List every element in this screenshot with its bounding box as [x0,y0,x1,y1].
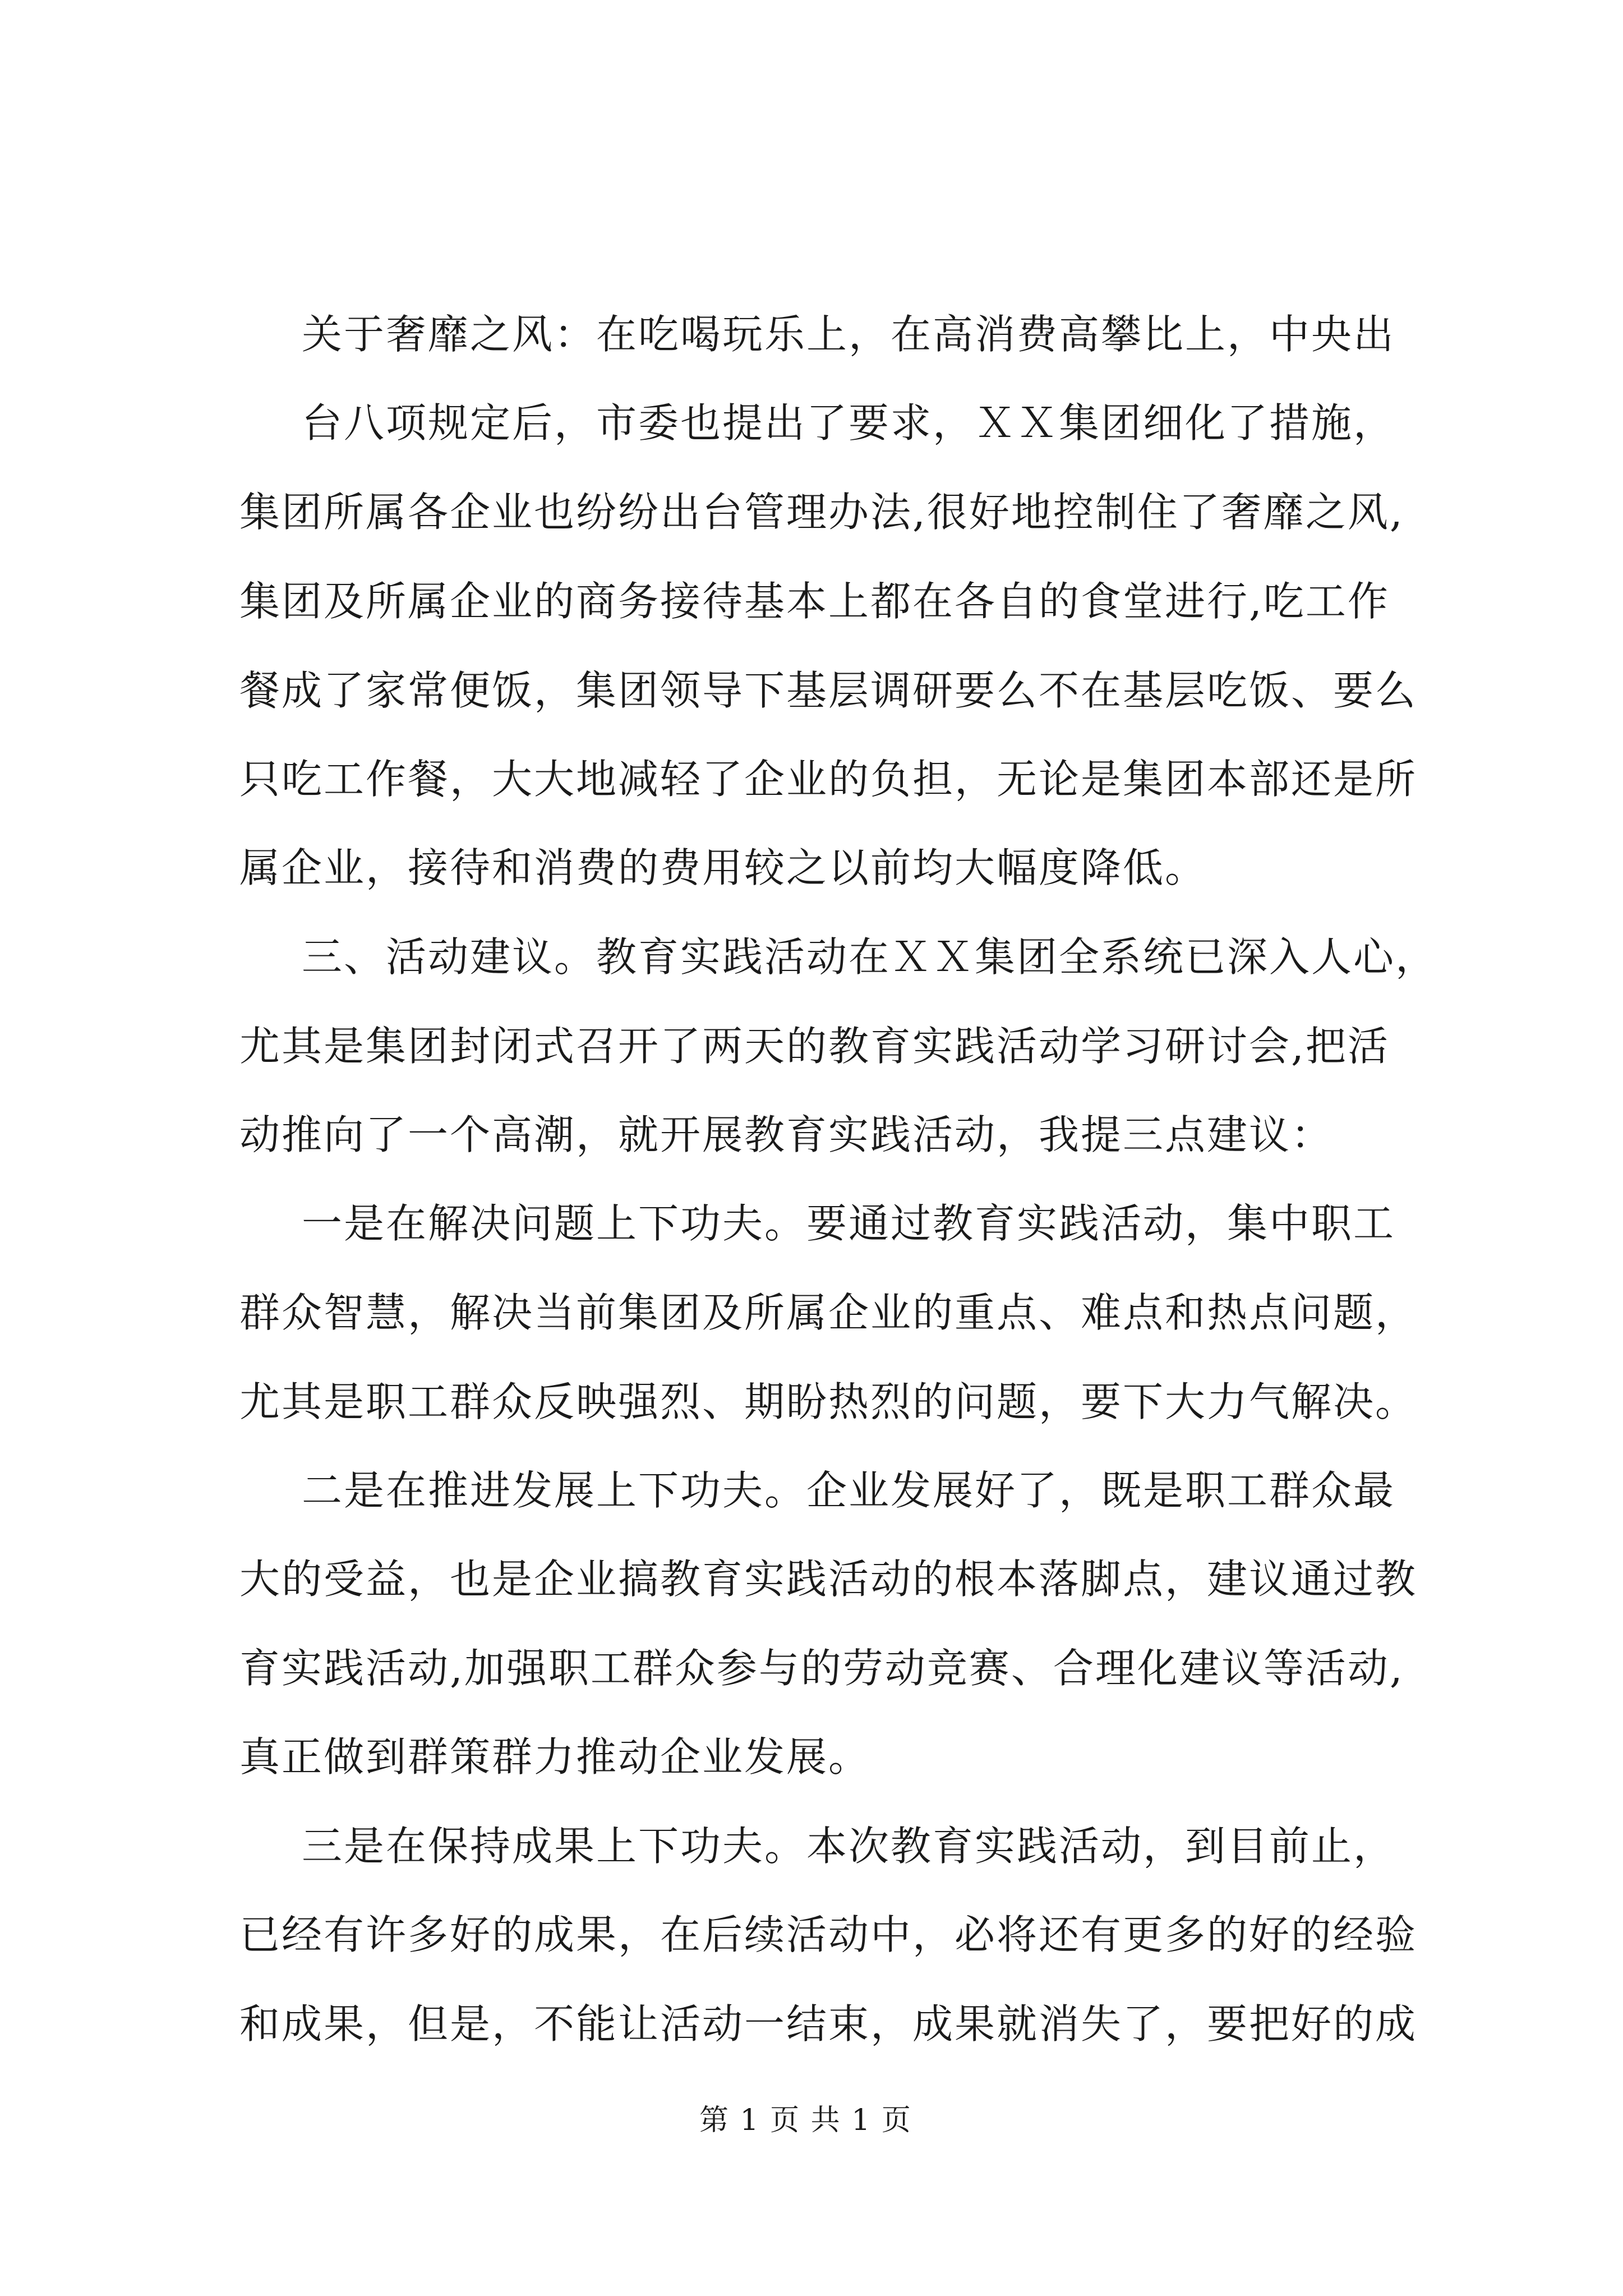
text-line: 台八项规定后，市委也提出了要求，ＸＸ集团细化了措施， [302,399,1396,447]
text-line: 尤其是集团封闭式召开了两天的教育实践活动学习研讨会,把活 [239,1023,1390,1070]
text-line: 已经有许多好的成果，在后续活动中，必将还有更多的好的经验 [239,1911,1418,1958]
text-line: 二是在推进发展上下功夫。企业发展好了，既是职工群众最 [302,1467,1396,1514]
text-line: 群众智慧，解决当前集团及所属企业的重点、难点和热点问题， [239,1289,1418,1336]
text-line: 集团及所属企业的商务接待基本上都在各自的食堂进行,吃工作 [239,578,1390,625]
text-line: 动推向了一个高潮，就开展教育实践活动，我提三点建议： [239,1111,1334,1158]
text-line: 和成果，但是，不能让活动一结束，成果就消失了，要把好的成 [239,2000,1418,2047]
text-line: 一是在解决问题上下功夫。要通过教育实践活动，集中职工 [302,1200,1396,1247]
text-line: 关于奢靡之风：在吃喝玩乐上，在高消费高攀比上，中央出 [302,311,1396,358]
text-line: 餐成了家常便饭，集团领导下基层调研要么不在基层吃饭、要么 [239,667,1418,714]
text-line: 属企业，接待和消费的费用较之以前均大幅度降低。 [239,844,1207,891]
text-line: 集团所属各企业也纷纷出台管理办法,很好地控制住了奢靡之风, [239,489,1404,536]
page-footer: 第 1 页 共 1 页 [699,2104,912,2137]
text-line: 三、活动建议。教育实践活动在ＸＸ集团全系统已深入人心， [302,933,1438,981]
text-line: 三是在保持成果上下功夫。本次教育实践活动，到目前止， [302,1823,1396,1870]
text-line: 只吃工作餐，大大地减轻了企业的负担，无论是集团本部还是所 [239,756,1418,803]
text-line: 真正做到群策群力推动企业发展。 [239,1733,871,1780]
text-line: 尤其是职工群众反映强烈、期盼热烈的问题，要下大力气解决。 [239,1378,1418,1425]
text-line: 育实践活动,加强职工群众参与的劳动竞赛、合理化建议等活动, [239,1645,1404,1692]
text-line: 大的受益，也是企业搞教育实践活动的根本落脚点，建议通过教 [239,1556,1418,1603]
